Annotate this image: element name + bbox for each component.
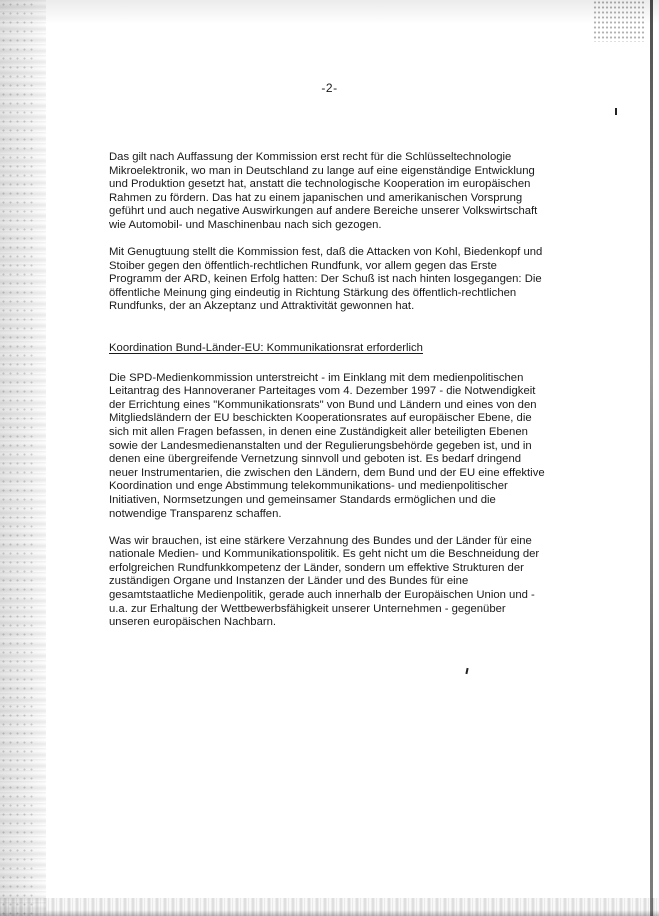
text-line: Initiativen, Normsetzungen und gemeinsamer Standards ermöglichen und die: [109, 493, 496, 506]
paragraph-1: [109, 151, 559, 233]
text-line: Mikroelektronik, wo man in Deutschland zu lange auf eine eigenständige Entwicklung: [109, 164, 535, 177]
paragraph-2: [109, 246, 559, 314]
text-line: neuer Instrumentarien, die zwischen den Ländern, dem Bund und der EU eine effektive: [109, 466, 545, 479]
text-line: wie Automobil- und Maschinenbau nach sich gezogen.: [109, 218, 382, 231]
text-line: nationale Medien- und Kommunikationspolitik. Es geht nicht um die Beschneidung der: [109, 548, 540, 561]
text-line: Die SPD-Medienkommission unterstreicht - im Einklang mit dem medienpolitischen: [109, 371, 524, 384]
scan-edge-bottom: [0, 910, 659, 916]
stray-mark: [465, 668, 468, 674]
scan-edge-right: [650, 0, 653, 916]
text-line: Mit Genugtuung stellt die Kommission fest, daß die Attacken von Kohl, Biedenkopf und: [109, 246, 543, 259]
scan-edge-top: [0, 0, 659, 24]
text-line: notwendige Transparenz schaffen.: [109, 507, 282, 520]
text-line: Mitgliedsländern der EU beschickten Kooperationsrates auf europäischer Ebene, die: [109, 412, 532, 425]
scan-noise-left: [0, 0, 34, 916]
text-line: Stoiber gegen den öffentlich-rechtlichen Rundfunk, vor allem gegen das Erste: [109, 259, 497, 272]
text-line: Leitantrag des Hannoveraner Parteitages vom 4. Dezember 1997 - die Notwendigkeit: [109, 385, 536, 398]
text-line: unseren europäischen Nachbarn.: [109, 616, 277, 629]
scan-noise-top-right: [593, 0, 645, 42]
text-line: und Produktion gesetzt hat, anstatt die technologische Kooperation im europäischen: [109, 178, 531, 191]
text-line: öffentliche Meinung ging eindeutig in Richtung Stärkung des öffentlich-rechtlichen: [109, 286, 517, 299]
text-line: Koordination und enge Abstimmung telekommunikations- und medienpolitischer: [109, 480, 508, 493]
text-line: geführt und auch negative Auswirkungen auf andere Bereiche unserer Volkswirtschaft: [109, 205, 538, 218]
page-number: -2-: [321, 81, 338, 95]
text-line: Rahmen zu fördern. Das hat zu einem japanischen und amerikanischen Vorsprung: [109, 191, 523, 204]
text-line: u.a. zur Erhaltung der Wettbewerbsfähigkeit unserer Unternehmen - gegenüber: [109, 602, 506, 615]
text-line: Was wir brauchen, ist eine stärkere Verzahnung des Bundes und der Länder für eine: [109, 534, 532, 547]
document-body: [109, 151, 559, 630]
text-line: Rundfunks, der an Akzeptanz und Attraktivität gewonnen hat.: [109, 300, 415, 313]
text-line: zuständigen Organe und Instanzen der Länder und des Bundes für eine: [109, 575, 469, 588]
text-line: Das gilt nach Auffassung der Kommission erst recht für die Schlüsseltechnologie: [109, 151, 512, 163]
text-line: der Errichtung eines "Kommunikationsrats" von Bund und Ländern und eines von den: [109, 398, 537, 411]
text-line: sowie der Landesmedienanstalten und der Regulierungsbehörde gegeben ist, und in: [109, 439, 532, 452]
section-heading: Koordination Bund-Länder-EU: Kommunikationsrat erforderlich: [109, 342, 423, 355]
paragraph-4: [109, 535, 559, 630]
text-line: Programm der ARD, keinen Erfolg hatten: Der Schuß ist nach hinten losgegangen: Die: [109, 273, 542, 286]
stray-mark: [615, 108, 617, 115]
text-line: denen eine übergreifende Vernetzung sinnvoll und geboten ist. Es bedarf dringend: [109, 453, 522, 466]
text-line: gesamtstaatliche Medienpolitik, gerade auch innerhalb der Europäischen Union und -: [109, 589, 535, 602]
text-line: erfolgreichen Rundfunkkompetenz der Länder, sondern um effektive Strukturen der: [109, 561, 524, 574]
paragraph-3: [109, 372, 559, 522]
text-line: sich mit allen Fragen befassen, in denen eine Zuständigkeit aller beteiligten Ebenen: [109, 426, 528, 438]
